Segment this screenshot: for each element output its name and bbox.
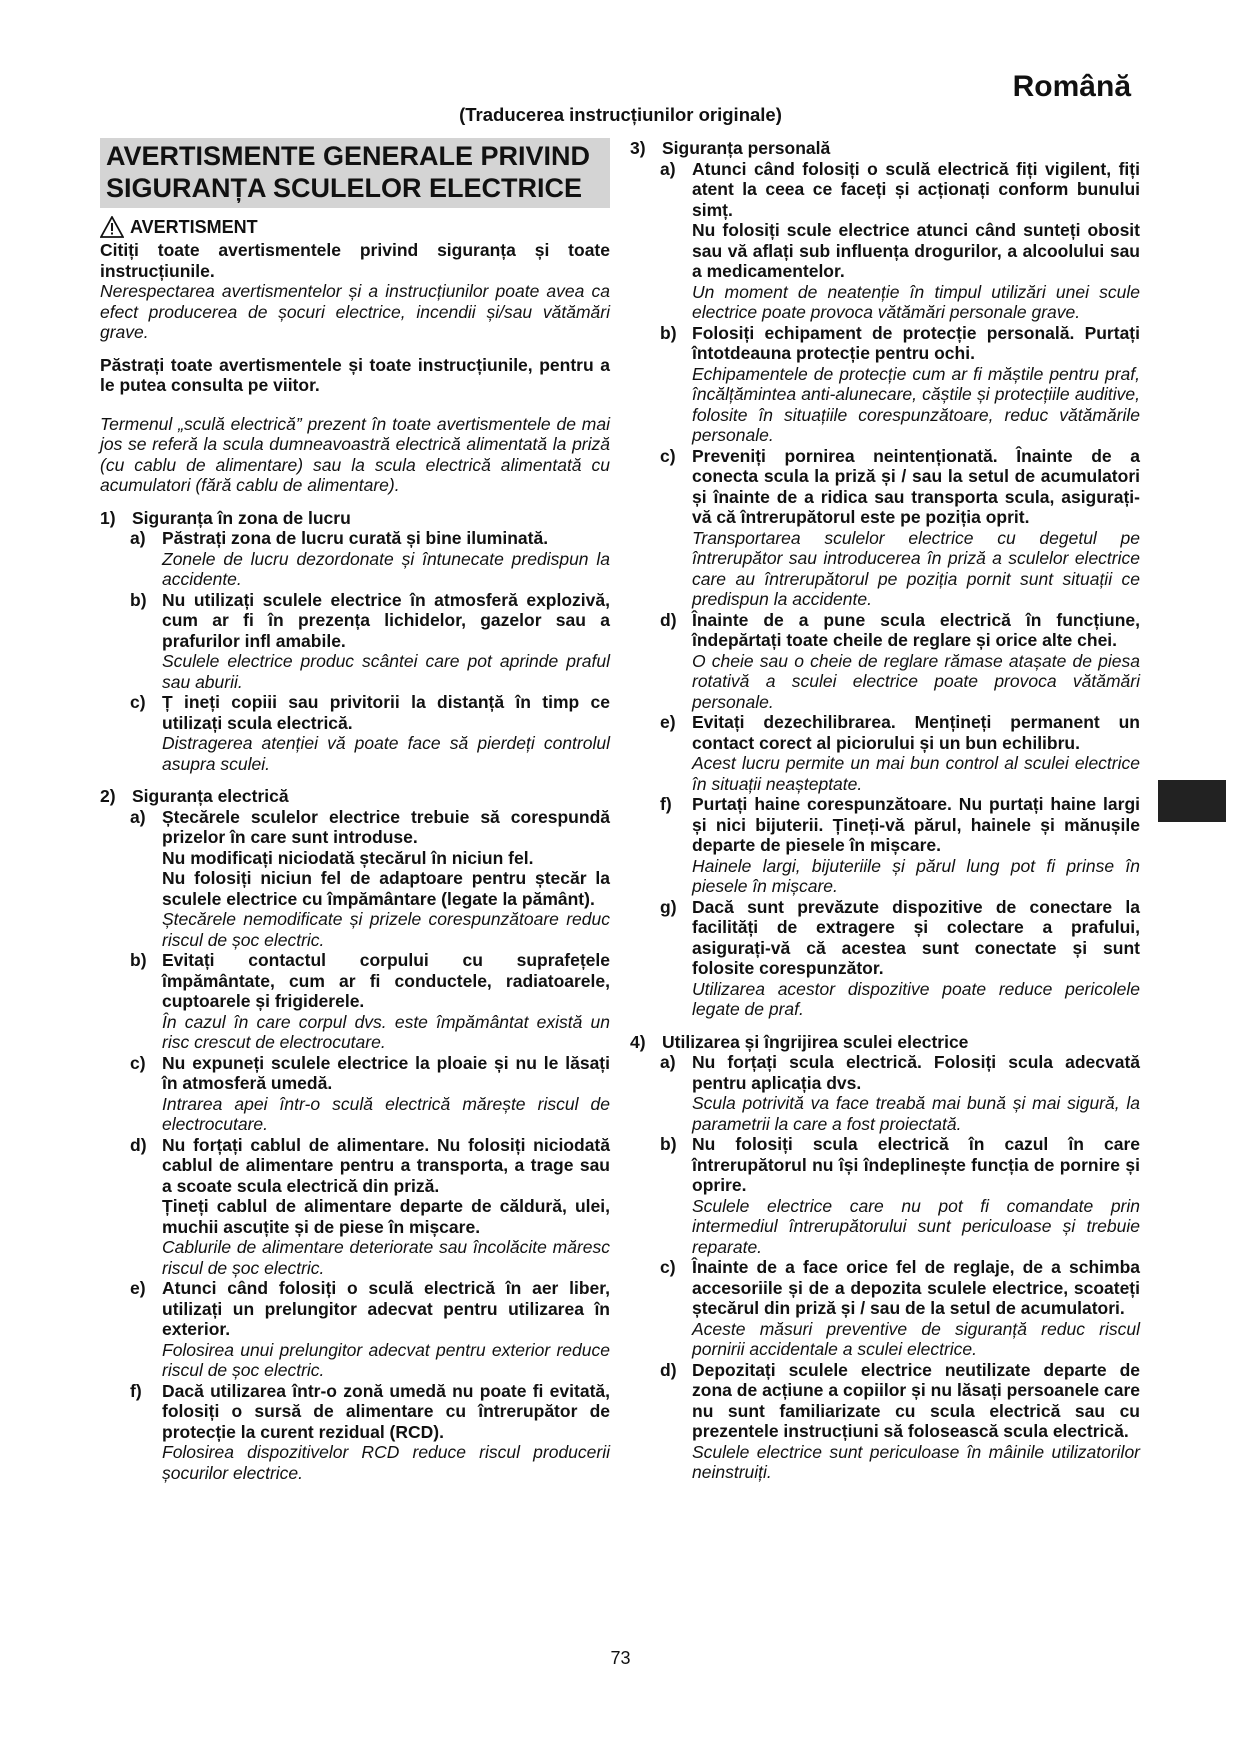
document-subtitle: (Traducerea instrucțiunilor originale) bbox=[459, 104, 782, 125]
right-column bbox=[630, 138, 1140, 1483]
intro-italic: Nerespectarea avertismentelor și a instrucțiunilor poate avea ca efect producerea de șocuri electrice, incendii și/sau vătămări grave. bbox=[100, 281, 610, 342]
list-item: d) Nu forțați cablul de alimentare. Nu folosiți niciodată cablul de alimentare pentru a transporta, a trage sau a scoate scula electrică din priză. Țineți cablul de alimentare departe de căldură, ulei, muchii ascuțite și de piese în mișcare. Cablurile de alimentare deteriorate sau încolăcite măresc riscul de șoc electric. bbox=[130, 1134, 610, 1278]
list-item: e) Atunci când folosiți o sculă electrică în aer liber, utilizați un prelungitor adecvat pentru utilizarea în exterior. Folosirea unui prelungitor adecvat pentru exterior reduce riscul de șoc electric. bbox=[130, 1278, 610, 1380]
page-number: 73 bbox=[610, 1648, 631, 1668]
list-item: b) Nu folosiți scula electrică în cazul în care întrerupătorul nu își îndeplinește funcția de pornire și oprire. Sculele electrice care nu pot fi comandate prin intermediul întrerupătorului sunt periculoase și trebuie reparate. bbox=[660, 1134, 1140, 1257]
term-definition: Termenul „sculă electrică” prezent în toate avertismentele de mai jos se referă la scula dumneavoastră electrică alimentată la priză (cu cablu de alimentare) sau la scula electrică alimentată cu acumulatori (fără cablu de alimentare). bbox=[100, 413, 610, 495]
list-item: c) Înainte de a face orice fel de reglaje, de a schimba accesoriile și de a depozita sculele electrice, scoateți ștecărul din priză și / sau de la setul de acumulatori. Aceste măsuri preventive de siguranță reduc riscul pornirii accidentale a sculei electrice. bbox=[660, 1257, 1140, 1359]
section-title: AVERTISMENTE GENERALE PRIVIND SIGURANȚA SCULELOR ELECTRICE bbox=[100, 138, 610, 208]
list-item: c) Nu expuneți sculele electrice la ploaie și nu le lăsați în atmosferă umedă. Intrarea apei într-o sculă electrică mărește riscul de electrocutare. bbox=[130, 1052, 610, 1134]
list-item: d) Înainte de a pune scula electrică în funcțiune, îndepărtați toate cheile de reglare și orice alte chei. O cheie sau o cheie de reglare rămase atașate de piesa rotativă a sculei electrice poate provoca vătămări personale. bbox=[660, 609, 1140, 712]
list-item: a) Nu forțați scula electrică. Folosiți scula adecvată pentru aplicația dvs. Scula potrivită va face treabă mai bună și mai sigură, la parametrii la care a fost proiectată. bbox=[660, 1052, 1140, 1134]
list-item: b) Nu utilizați sculele electrice în atmosferă explozivă, cum ar fi în prezența lichidelor, gazelor sau a prafurilor infl amabile. Sculele electrice produc scântei care pot aprinde praful sau aburii. bbox=[130, 589, 610, 692]
section-heading: 2) Siguranța electrică bbox=[100, 786, 289, 806]
section-heading: 4) Utilizarea și îngrijirea sculei electrice bbox=[630, 1031, 969, 1052]
warning-heading: AVERTISMENT bbox=[100, 216, 610, 238]
list-item: g) Dacă sunt prevăzute dispozitive de conectare la facilități de extragere și colectare a prafului, asigurați-vă că acestea sunt conectate și sunt folosite corespunzător. Utilizarea acestor dispozitive poate reduce pericolele legate de praf. bbox=[660, 896, 1140, 1019]
list-item: f) Dacă utilizarea într-o zonă umedă nu poate fi evitată, folosiți o sursă de alimentare cu întrerupător de protecție la curent rezidual (RCD). Folosirea dispozitivelor RCD reduce riscul producerii șocurilor electrice. bbox=[130, 1380, 610, 1483]
warning-triangle-icon bbox=[100, 216, 124, 238]
section-heading: 3) Siguranța personală bbox=[630, 138, 831, 158]
list-item: c) Preveniți pornirea neintenționată. Înainte de a conecta scula la priză și / sau la setul de acumulatori și înainte de a ridica sau transporta scula, asigurați-vă că întrerupătorul este pe poziția oprit. Transportarea sculelor electrice cu degetul pe întrerupător sau introducerea în priză a sculelor electrice care au întrerupătorul pe poziția pornit sunt situații ce predispun la accidente. bbox=[660, 445, 1140, 609]
list-item: b) Evitați contactul corpului cu suprafețele împământate, cum ar fi conductele, radiatoarele, cuptoarele și frigiderele. În cazul în care corpul dvs. este împământat există un risc crescut de electrocutare. bbox=[130, 950, 610, 1052]
list-item: a) Atunci când folosiți o sculă electrică fiți vigilent, fiți atent la ceea ce faceți și acționați conform bunului simț. Nu folosiți scule electrice atunci când sunteți obosit sau vă aflați sub influența drogurilor, a alcoolului sau a medicamentelor. Un moment de neatenție în timpul utilizări unei scule electrice poate provoca vătămări personale grave. bbox=[660, 158, 1140, 322]
intro-bold: Citiți toate avertismentele privind siguranța și toate instrucțiunile. bbox=[100, 240, 610, 281]
language-label: Română bbox=[1012, 70, 1131, 103]
list-item: c) Ț ineți copiii sau privitorii la distanță în timp ce utilizați scula electrică. Distragerea atenției vă poate face să pierdeți controlul asupra sculei. bbox=[130, 692, 610, 774]
left-column bbox=[100, 138, 610, 1483]
section-heading: 1) Siguranța în zona de lucru bbox=[100, 507, 351, 528]
keep-instructions: Păstrați toate avertismentele și toate instrucțiunile, pentru a le putea consulta pe viitor. bbox=[100, 354, 610, 395]
list-item: b) Folosiți echipament de protecție personală. Purtați întotdeauna protecție pentru ochi. Echipamentele de protecție cum ar fi măștile pentru praf, încălțămintea anti-alunecare, căștile și protecțiile auditive, folosite în situațiile corespunzătoare, reduc vătămările personale. bbox=[660, 322, 1140, 445]
list-item: a) Păstrați zona de lucru curată și bine iluminată. Zonele de lucru dezordonate și întunecate predispun la accidente. bbox=[130, 528, 610, 589]
list-item: a) Ștecărele sculelor electrice trebuie să corespundă prizelor în care sunt introduse. Nu modificați niciodată ștecărul în niciun fel. Nu folosiți niciun fel de adaptoare pentru ștecăr la sculele electrice cu împământare (legate la pământ). Ștecărele nemodificate și prizele corespunzătoare reduc riscul de șoc electric. bbox=[130, 806, 610, 950]
list-item: e) Evitați dezechilibrarea. Mențineți permanent un contact corect al piciorului și un bun echilibru. Acest lucru permite un mai bun control al sculei electrice în situații neașteptate. bbox=[660, 712, 1140, 794]
list-item: d) Depozitați sculele electrice neutilizate departe de zona de acțiune a copiilor și nu lăsați persoanele care nu sunt familiarizate cu scula electrică sau cu prezentele instrucțiuni să folosească scula electrică. Sculele electrice sunt periculoase în mâinile utilizatorilor neinstruiți. bbox=[660, 1359, 1140, 1482]
list-item: f) Purtați haine corespunzătoare. Nu purtați haine largi și nici bijuterii. Țineți-vă părul, hainele și mănușile departe de piesele în mișcare. Hainele largi, bijuteriile și părul lung pot fi prinse în piesele în mișcare. bbox=[660, 794, 1140, 896]
language-tab-marker bbox=[1158, 780, 1226, 822]
